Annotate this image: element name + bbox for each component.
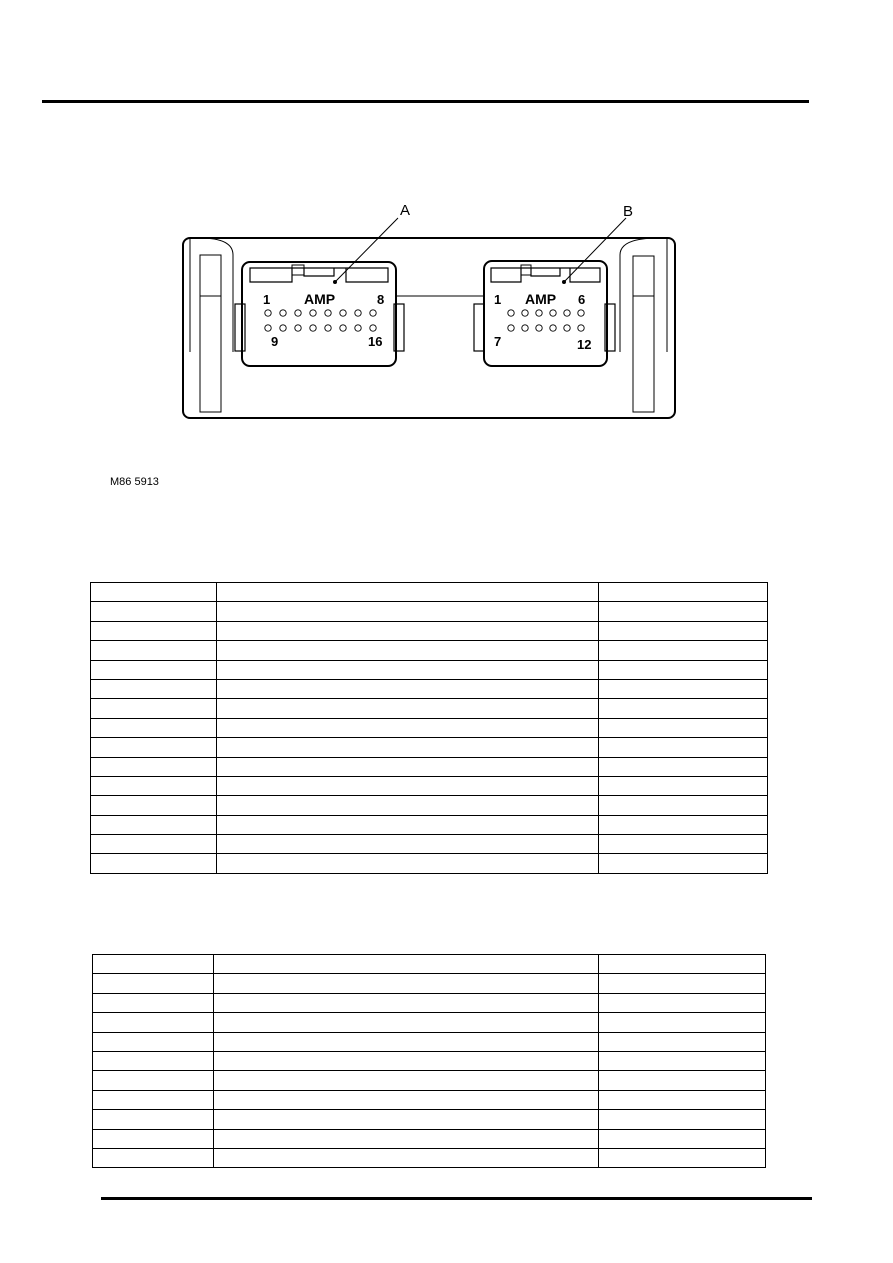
table-cell [93, 1032, 214, 1051]
connector-a-brand: AMP [304, 291, 336, 307]
table-cell [599, 1032, 766, 1051]
connector-b-pin-1: 1 [494, 292, 502, 307]
table-cell [217, 854, 599, 873]
table-cell [599, 738, 768, 757]
table-cell [214, 1071, 599, 1090]
table-cell [599, 699, 768, 718]
table-cell [93, 955, 214, 974]
table-cell [217, 621, 599, 640]
callout-b-leader [564, 218, 626, 282]
table-cell [217, 738, 599, 757]
table-cell [93, 993, 214, 1012]
table-cell [217, 835, 599, 854]
table-row [93, 1148, 766, 1167]
table-cell [91, 718, 217, 737]
table-cell [599, 679, 768, 698]
table-cell [91, 854, 217, 873]
footer-rule [101, 1197, 812, 1200]
connector-b-pin-7: 7 [494, 334, 502, 349]
table-cell [217, 776, 599, 795]
connector-a-pin-8: 8 [377, 292, 385, 307]
table-cell [91, 641, 217, 660]
table-cell [599, 641, 768, 660]
table-row [91, 699, 768, 718]
table-row [93, 1013, 766, 1032]
table-cell [599, 583, 768, 602]
connector-a [235, 262, 404, 366]
table-row [91, 641, 768, 660]
table-row [93, 955, 766, 974]
table-row [91, 679, 768, 698]
table-row [93, 974, 766, 993]
table-cell [599, 835, 768, 854]
table-row [91, 738, 768, 757]
table-cell [217, 641, 599, 660]
table-cell [599, 955, 766, 974]
table-cell [93, 1051, 214, 1070]
table-row [93, 1129, 766, 1148]
table-cell [91, 738, 217, 757]
table-cell [91, 699, 217, 718]
amplifier-connector-diagram [0, 0, 893, 470]
table-row [91, 660, 768, 679]
table-cell [599, 1129, 766, 1148]
table-cell [599, 660, 768, 679]
table-cell [91, 835, 217, 854]
table-cell [599, 1090, 766, 1109]
table-cell [599, 1148, 766, 1167]
table-cell [214, 1148, 599, 1167]
table-cell [214, 993, 599, 1012]
connector-a-pin-16: 16 [368, 334, 383, 349]
table-cell [91, 583, 217, 602]
table-cell [217, 815, 599, 834]
table-row [93, 1110, 766, 1129]
table-row [93, 993, 766, 1012]
table-cell [217, 718, 599, 737]
table-cell [599, 757, 768, 776]
table-cell [599, 1110, 766, 1129]
table-cell [599, 1071, 766, 1090]
table-cell [93, 1129, 214, 1148]
table-cell [214, 1110, 599, 1129]
table-row [91, 602, 768, 621]
table-cell [217, 757, 599, 776]
figure-reference: M86 5913 [110, 476, 159, 488]
amplifier-housing [183, 238, 675, 418]
connector-b-brand: AMP [525, 291, 557, 307]
table-cell [599, 602, 768, 621]
table-cell [93, 1110, 214, 1129]
table-cell [599, 815, 768, 834]
table-cell [91, 679, 217, 698]
table-cell [91, 815, 217, 834]
table-cell [91, 621, 217, 640]
table-cell [217, 679, 599, 698]
table-cell [599, 718, 768, 737]
table-row [93, 1090, 766, 1109]
table-cell [93, 1071, 214, 1090]
table-cell [93, 1148, 214, 1167]
table-cell [214, 974, 599, 993]
table-cell [217, 583, 599, 602]
table-cell [599, 974, 766, 993]
connector-a-pin-9: 9 [271, 334, 279, 349]
table-cell [599, 1013, 766, 1032]
connector-b-pin-6: 6 [578, 292, 586, 307]
table-cell [214, 1051, 599, 1070]
connector-b-pin-12: 12 [577, 337, 592, 352]
callout-b-label: B [623, 203, 634, 220]
table-row [91, 583, 768, 602]
table-row [91, 796, 768, 815]
table-cell [214, 1090, 599, 1109]
table-cell [214, 955, 599, 974]
table-cell [217, 699, 599, 718]
table-row [93, 1032, 766, 1051]
connector-a-pin-1: 1 [263, 292, 271, 307]
table-cell [93, 974, 214, 993]
connector-a-pin-table [90, 582, 768, 874]
table-cell [599, 621, 768, 640]
table-cell [217, 660, 599, 679]
table-cell [599, 993, 766, 1012]
table-cell [91, 776, 217, 795]
table-cell [93, 1090, 214, 1109]
table-row [91, 815, 768, 834]
table-cell [91, 660, 217, 679]
connector-b-pin-table [92, 954, 766, 1168]
table-cell [599, 1051, 766, 1070]
table-cell [217, 602, 599, 621]
table-cell [91, 796, 217, 815]
table-row [93, 1051, 766, 1070]
table-row [91, 757, 768, 776]
table-row [91, 854, 768, 873]
table-row [91, 835, 768, 854]
table-row [93, 1071, 766, 1090]
table-row [91, 621, 768, 640]
table-cell [214, 1032, 599, 1051]
table-cell [217, 796, 599, 815]
table-row [91, 776, 768, 795]
table-cell [93, 1013, 214, 1032]
table-cell [91, 757, 217, 776]
table-cell [599, 796, 768, 815]
table-row [91, 718, 768, 737]
table-cell [599, 776, 768, 795]
connector-b [474, 261, 615, 366]
callout-a-label: A [400, 202, 411, 219]
table-cell [599, 854, 768, 873]
table-cell [214, 1013, 599, 1032]
table-cell [214, 1129, 599, 1148]
table-cell [91, 602, 217, 621]
